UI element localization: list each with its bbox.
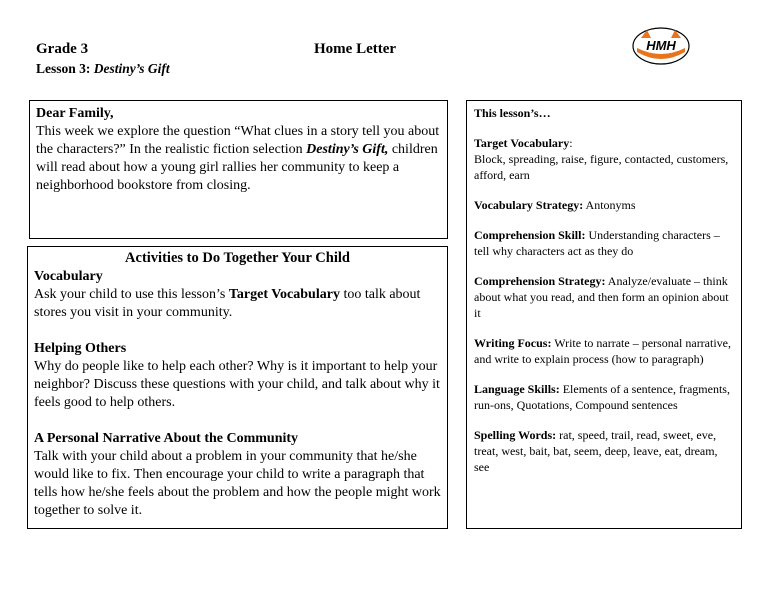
vocabulary-text [34,286,441,322]
vocab-strategy-text: Antonyms [583,198,636,212]
target-vocab [474,135,734,183]
spacer [34,322,441,340]
language-label: Language Skills: [474,382,560,396]
letter-text-1: This week we explore the question “What clues in a story tell you about the characters?” In the realistic fiction selection [36,124,440,157]
comp-skill-label: Comprehension Skill: [474,228,586,242]
activities-heading: Activities to Do Together Your Child [125,250,350,266]
target-vocab-colon: : [569,136,573,150]
narrative-text: Talk with your child about a problem in your community that he/she would like to fix. Then encourage your child to write a paragraph that tells how he/she feels about the problem and how the people might work together to solve it. [34,449,441,518]
selection-title: Destiny’s Gift, [306,142,389,157]
salutation: Dear Family, [36,106,114,121]
spacer [474,367,734,381]
helping-heading: Helping Others [34,341,127,356]
comp-skill [474,227,734,259]
spacer [474,413,734,427]
vocab-strategy-label: Vocabulary Strategy: [474,198,584,212]
language-skills [474,381,734,413]
grade-label: Grade 3 [36,41,89,57]
vocabulary-bold: Target Vocabulary [228,287,340,302]
page-title: Home Letter [314,41,397,57]
letter-body [36,123,441,195]
narrative-heading: A Personal Narrative About the Community [34,431,299,446]
publisher-logo [631,26,691,66]
spacer [474,183,734,197]
comp-strategy [474,273,734,321]
vocabulary-heading: Vocabulary [34,269,103,284]
helping-text: Why do people like to help each other? Why is it important to help your neighbor? Discuss these questions with your child, and talk about why it feels good to help others. [34,359,440,410]
vocabulary-text-2: too talk about stores you visit in your community. [34,287,421,320]
family-letter [29,100,448,239]
lesson-prefix: Lesson 3: [36,61,94,76]
writing-focus [474,335,734,367]
spacer [474,259,734,273]
vocabulary-text-1: Ask your child to use this lesson’s [34,287,229,302]
spacer [474,321,734,335]
spelling-label: Spelling Words: [474,428,557,442]
target-vocab-label: Target Vocabulary [474,136,570,150]
comp-strategy-label: Comprehension Strategy: [474,274,606,288]
spacer [474,121,734,135]
spacer [34,412,441,430]
lesson-label [36,61,170,77]
activities-box [27,246,448,529]
writing-text: Write to narrate – personal narrative, and write to explain process (how to paragraph) [474,336,732,366]
language-text: Elements of a sentence, fragments, run-ons, Quotations, Compound sentences [474,382,730,412]
comp-skill-text: Understanding characters – tell why characters act as they do [474,228,720,258]
comp-strategy-text: Analyze/evaluate – think about what you read, and then form an opinion about it [474,274,729,320]
lesson-title: Destiny’s Gift [93,61,170,76]
sidebar-lead: This lesson’s… [474,106,551,120]
lesson-sidebar [466,100,742,529]
letter-text-2: children will read about how a young girl rallies her community to keep a neighborhood bookstore from closing. [36,142,438,193]
logo-text: HMH [646,38,676,53]
spelling-text: rat, speed, trail, read, sweet, eve, treat, west, bait, bat, seem, deep, leave, eat, dream, see [474,428,718,474]
writing-label: Writing Focus: [474,336,552,350]
vocab-strategy [474,197,734,213]
spacer [474,213,734,227]
target-vocab-text: Block, spreading, raise, figure, contacted, customers, afford, earn [474,152,729,182]
spelling-words [474,427,734,475]
